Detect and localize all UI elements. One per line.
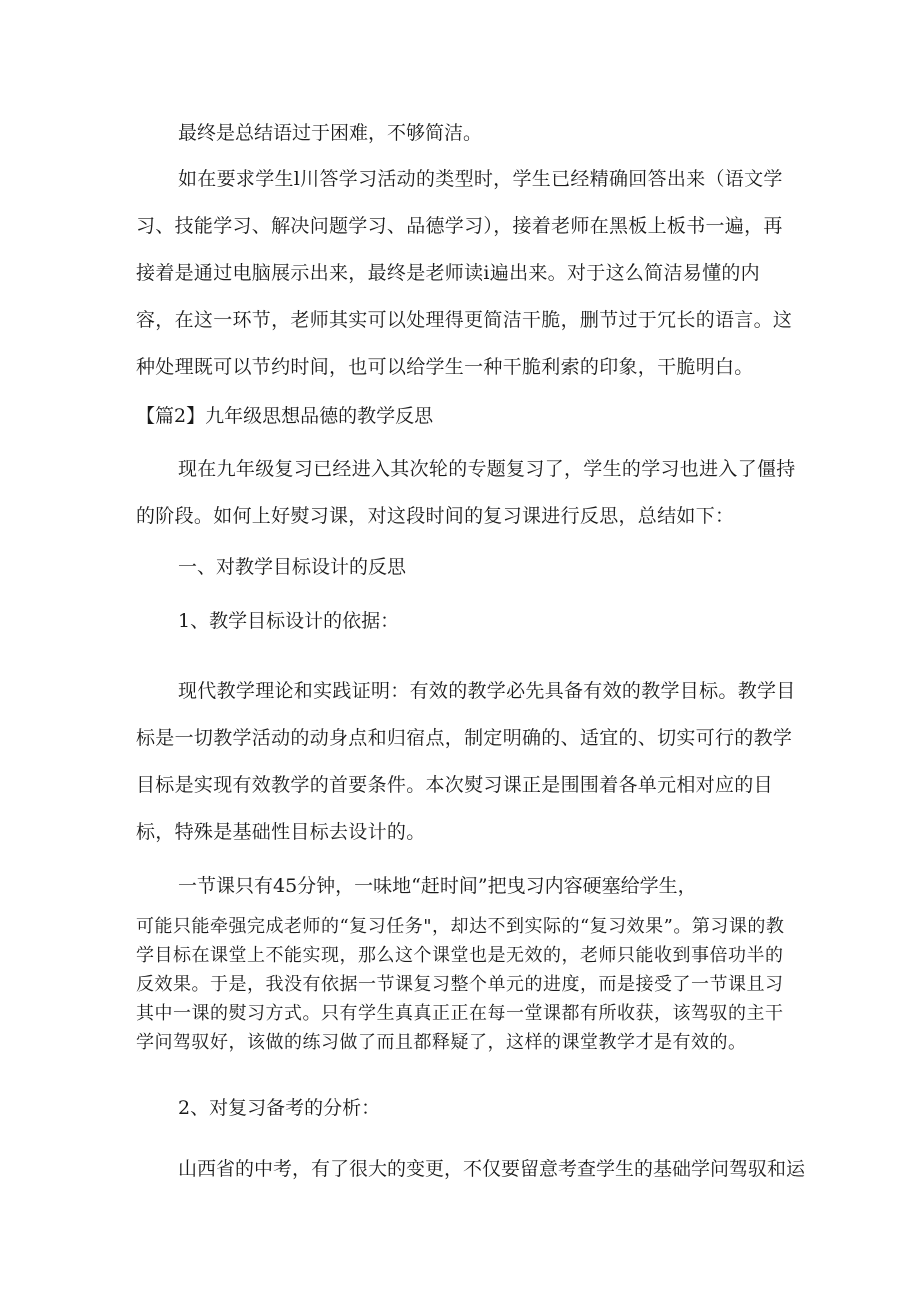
paragraph-example: 如在要求学生l川答学习活动的类型时，学生已经精确回答出来（语文学习、技能学习、解决问题学习、品德学习），接着老师在黑板上板书一遍，再接着是通过电脑展示出来，最终是老师读i遍出来。对于这么简洁易懂的内容，在这一环节，老师其实可以处理得更简洁干脆，删节过于冗长的语言。这种处理既可以节约时间，也可以给学生一种干脆利索的印象，干脆明白。 — [136, 168, 793, 378]
paragraph-intro: 现在九年级复习已经进入其次轮的专题复习了，学生的学习也进入了僵持的阶段。如何上好熨习课，对这段时间的复习课进行反思，总结如下： — [136, 458, 796, 527]
section-heading-article-2: 【篇2】九年级思想品德的教学反思 — [136, 405, 434, 427]
heading-objective-reflection: 一、对教学目标设计的反思 — [178, 556, 407, 578]
subheading-exam-analysis: 2、对复习备考的分析： — [178, 1097, 381, 1119]
paragraph-45-minutes: 一节课只有45分钟，一味地“赶时间”把曳习内容硬塞给学生， — [178, 875, 697, 897]
paragraph-shanxi-exam: 山西省的中考，有了很大的变更，不仅要留意考查学生的基础学问驾驭和运 — [178, 1158, 806, 1180]
paragraph-theory: 现代教学理论和实践证明：有效的教学必先具备有效的教学目标。教学目标是一切教学活动的动身点和归宿点，制定明确的、适宜的、切实可行的教学目标是实现有效教学的首要条件。本次熨习课正是围围着各单元相对应的目标，特殊是基础性目标去设计的。 — [136, 680, 796, 843]
paragraph-review-effect: 可能只能牵强完成老师的“复习任务"，却达不到实际的“复习效果”。第习课的教学目标在课堂上不能实现，那么这个课堂也是无效的，老师只能收到事倍功半的反效果。于是，我没有依据一节课复习整个单元的进度，而是接受了一节课且习其中一课的熨习方式。只有学生真真正正在每一堂课都有所收获，该驾驭的主干学问驾驭好，该做的练习做了而且都释疑了，这样的课堂教学才是有效的。 — [136, 916, 785, 1053]
paragraph-conclusion-issue: 最终是总结语过于困难，不够简洁。 — [178, 122, 483, 144]
subheading-objective-basis: 1、教学目标设计的依据： — [178, 610, 400, 632]
